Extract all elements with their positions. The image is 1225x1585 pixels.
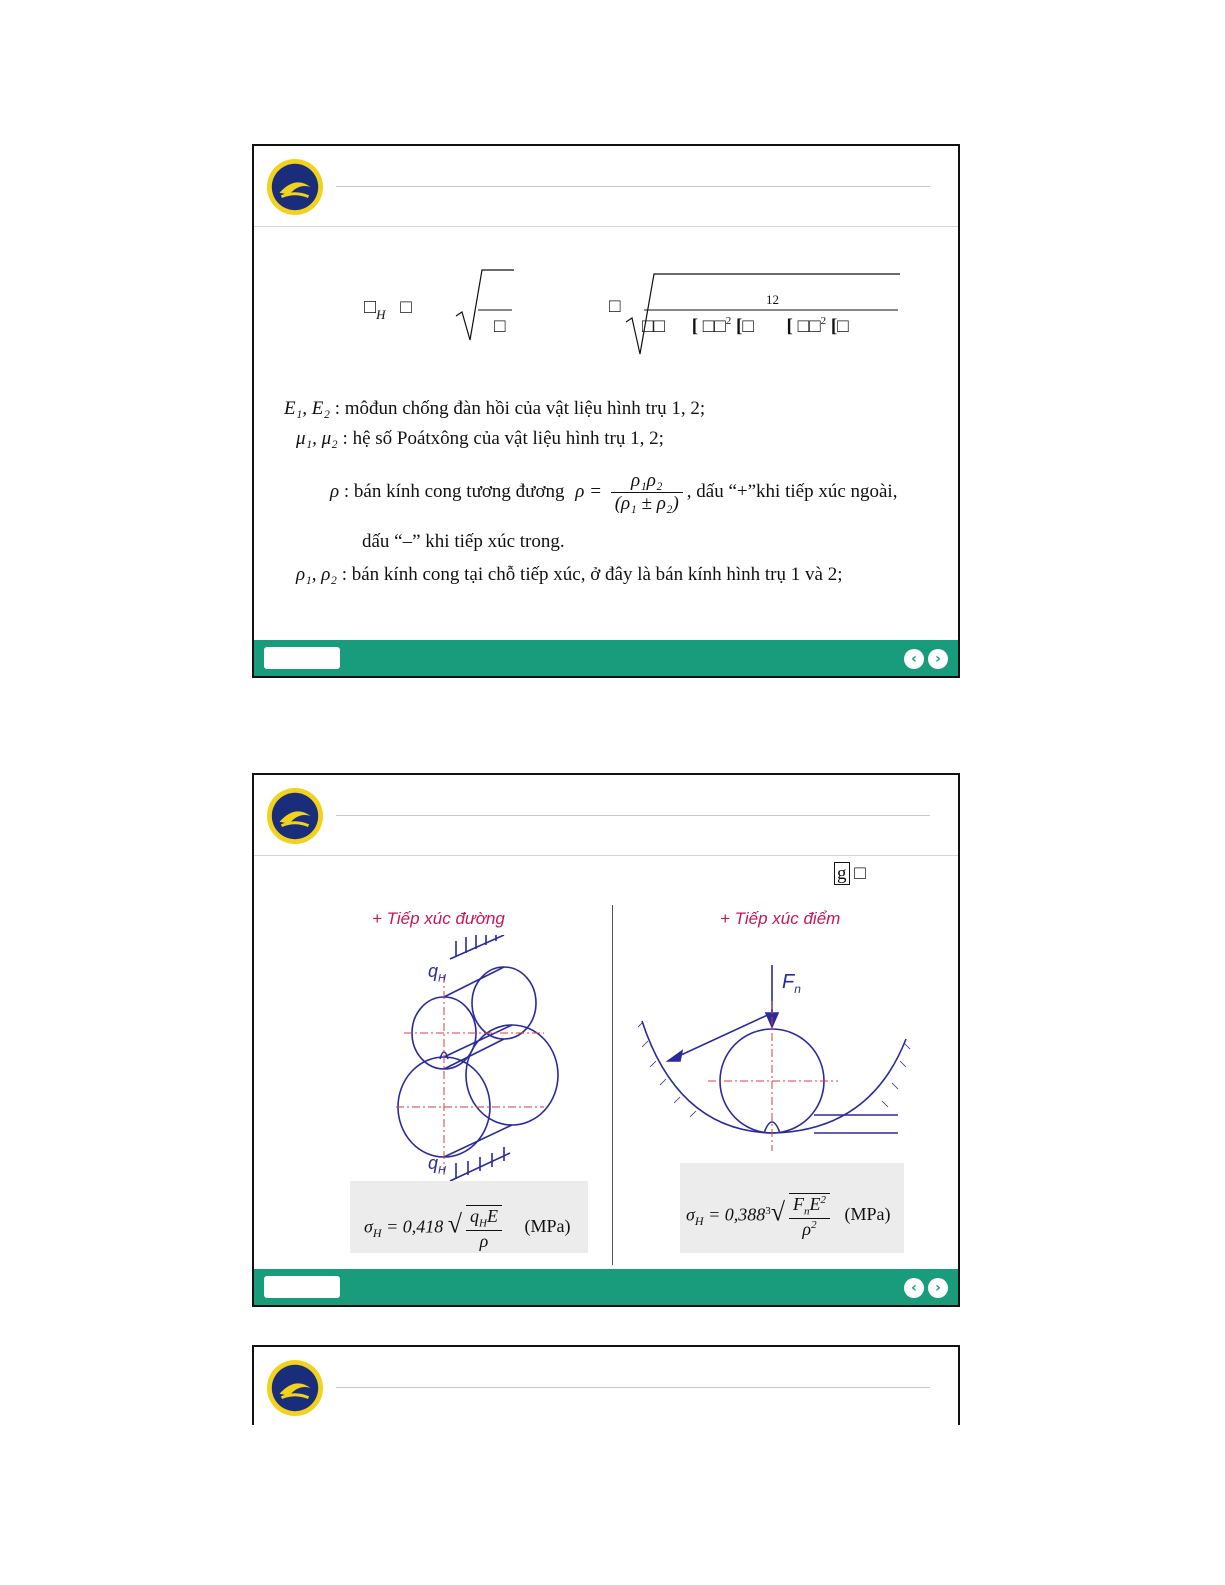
slide-footer xyxy=(254,640,958,676)
def-symbol: μ₁, μ₂ xyxy=(296,428,338,449)
chevron-right-icon[interactable]: › xyxy=(928,649,948,669)
def-symbol: ρ xyxy=(330,480,340,502)
formula-box-glyph: □□ xyxy=(702,316,726,337)
rho-fraction-den: (ρ₁ ± ρ₂) xyxy=(614,493,679,514)
chevron-right-icon[interactable]: › xyxy=(928,1278,948,1298)
formula-box-glyph: □ xyxy=(609,296,621,317)
university-logo xyxy=(266,158,324,216)
def-text-after: , dấu “+”khi tiếp xúc ngoài, xyxy=(686,480,898,502)
header-separator xyxy=(254,226,958,227)
def-row-1 xyxy=(284,398,705,420)
formula-box-glyph: □ xyxy=(854,863,866,884)
column-divider xyxy=(612,905,613,1265)
def-row-2 xyxy=(296,428,664,450)
chevron-left-icon[interactable]: ‹ xyxy=(904,1278,924,1298)
formula-numerator: 12 xyxy=(766,292,779,307)
slide-2 xyxy=(252,773,960,1307)
formula-line-contact: $\sigma_H = 0,418$ √ $\frac{q_HE}{\rho}$ (MPa) xyxy=(350,1181,588,1253)
rho-formula-lhs: ρ = xyxy=(575,480,602,502)
line-contact-diagram xyxy=(394,935,574,1185)
formula-box-glyph: □□ xyxy=(642,316,665,337)
def-text: : bán kính cong tương đương xyxy=(343,480,565,502)
formula-box-glyph: □ xyxy=(364,296,377,318)
def-text: : bán kính cong tại chỗ tiếp xúc, ở đây là bán kính hình trụ 1 và 2; xyxy=(341,564,843,585)
def-row-3 xyxy=(330,470,897,515)
slide-footer xyxy=(254,1269,958,1305)
def-text: dấu “–” khi tiếp xúc trong. xyxy=(362,531,565,552)
header-separator xyxy=(254,855,958,856)
formula-sup-1: 2 xyxy=(725,315,732,327)
corner-glyph: g xyxy=(834,862,850,885)
header-rule xyxy=(336,1387,930,1388)
stress-formula: $□_H$ □ □ □ 12 □□ [ □□$^2$ [□ [ □□$^2$ [□ xyxy=(254,236,960,386)
formula-box-glyph: □ xyxy=(494,316,506,337)
chevron-left-icon[interactable]: ‹ xyxy=(904,649,924,669)
footer-label-box xyxy=(264,1276,340,1298)
point-contact-diagram xyxy=(638,961,912,1161)
def-text: : môđun chống đàn hồi của vật liệu hình trụ 1, 2; xyxy=(334,398,706,419)
slide-3 xyxy=(252,1345,960,1425)
header-rule xyxy=(336,815,930,816)
formula-box-glyph: □□ xyxy=(797,316,821,337)
def-symbol: E₁, E₂ xyxy=(284,398,330,419)
def-row-4 xyxy=(362,531,565,553)
formula-box-glyph: □ xyxy=(742,316,754,337)
label-qh-bottom: $q_H$ xyxy=(428,1153,446,1177)
formula-box-glyph: □ xyxy=(837,316,849,337)
def-symbol: ρ₁, ρ₂ xyxy=(296,564,337,585)
def-text: : hệ số Poátxông của vật liệu hình trụ 1, 2; xyxy=(342,428,664,449)
university-logo xyxy=(266,787,324,845)
footer-label-box xyxy=(264,647,340,669)
rho-fraction-num: ρ₁ρ₂ xyxy=(611,470,683,493)
caption-point-contact: + Tiếp xúc điểm xyxy=(720,909,841,928)
rho-fraction xyxy=(611,470,683,515)
def-row-5 xyxy=(296,564,842,586)
formula-sub-h: H xyxy=(376,307,386,322)
sqrt-sign xyxy=(454,266,524,346)
caption-line-contact: + Tiếp xúc đường xyxy=(372,909,505,928)
header-rule xyxy=(336,186,930,187)
formula-point-contact: $\sigma_H = 0,388^3√$ $\frac{F_nE^2}{\rho^2}$ (MPa) xyxy=(680,1163,904,1253)
label-fn: $F_n$ xyxy=(782,971,801,996)
slide-1 xyxy=(252,144,960,678)
university-logo xyxy=(266,1359,324,1417)
formula-box-glyph: □ xyxy=(400,297,412,318)
label-qh-top: $q_H$ xyxy=(428,961,446,985)
sqrt-sign-large xyxy=(624,270,904,360)
formula-sup-2: 2 xyxy=(820,315,827,327)
